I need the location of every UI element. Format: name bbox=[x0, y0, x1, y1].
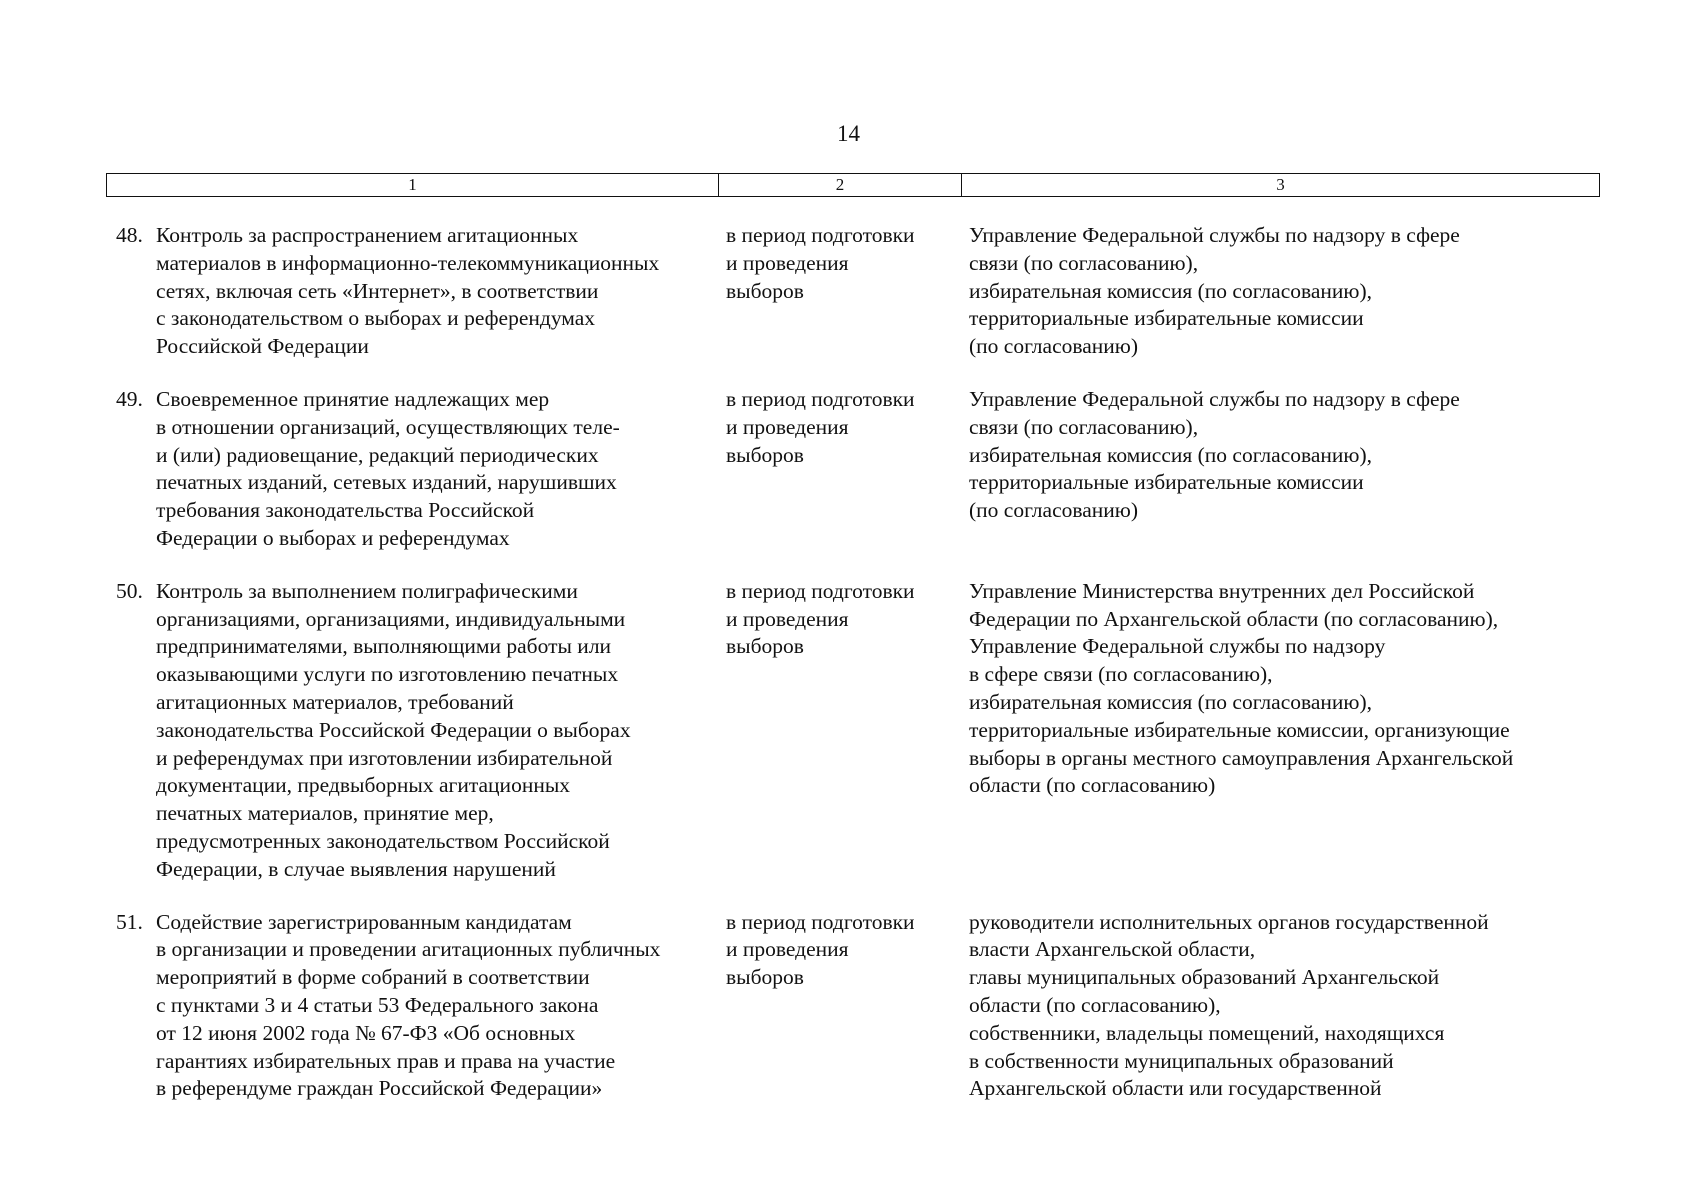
responsible-text-line: власти Архангельской области, bbox=[969, 937, 1256, 962]
responsible-text-line: территориальные избирательные комиссии bbox=[969, 306, 1364, 331]
measure-text bbox=[156, 578, 718, 884]
responsible-text bbox=[961, 222, 1600, 361]
responsible-text-line: главы муниципальных образований Архангельской bbox=[969, 965, 1440, 990]
period-text-line: в период подготовки bbox=[726, 578, 915, 603]
row-number: 50. bbox=[116, 578, 143, 603]
row-number: 51. bbox=[116, 909, 143, 934]
responsible-text-line: связи (по согласованию), bbox=[969, 250, 1199, 275]
table-row bbox=[106, 386, 1600, 553]
responsible-text-line: собственники, владельцы помещений, находящихся bbox=[969, 1020, 1445, 1045]
measure-text-line: Российской Федерации bbox=[156, 334, 369, 359]
period-text-line: выборов bbox=[726, 442, 804, 467]
responsible-text-line: связи (по согласованию), bbox=[969, 414, 1199, 439]
period-text-line: в период подготовки bbox=[726, 909, 915, 934]
responsible-text-line: Управление Федеральной службы по надзору bbox=[969, 634, 1386, 659]
measure-text-line: в организации и проведении агитационных публичных bbox=[156, 937, 661, 962]
column-header-2: 2 bbox=[719, 174, 962, 196]
row-number: 49. bbox=[116, 386, 143, 411]
measure-text-line: в референдуме граждан Российской Федерации» bbox=[156, 1076, 603, 1101]
responsible-text-line: территориальные избирательные комиссии bbox=[969, 470, 1364, 495]
measure-text-line: требования законодательства Российской bbox=[156, 498, 535, 523]
period-text-line: выборов bbox=[726, 278, 804, 303]
measure-text-line: и референдумах при изготовлении избирательной bbox=[156, 745, 613, 770]
measure-text-line: Федерации, в случае выявления нарушений bbox=[156, 856, 556, 881]
period-text bbox=[718, 386, 961, 553]
measure-text-line: с законодательством о выборах и референдумах bbox=[156, 306, 596, 331]
measure-text bbox=[156, 386, 718, 553]
responsible-text-line: Федерации по Архангельской области (по согласованию), bbox=[969, 606, 1499, 631]
page-number: 14 bbox=[837, 121, 860, 146]
responsible-text-line: избирательная комиссия (по согласованию), bbox=[969, 278, 1373, 303]
measure-text bbox=[156, 222, 718, 361]
responsible-text-line: в собственности муниципальных образований bbox=[969, 1048, 1394, 1073]
responsible-text bbox=[961, 909, 1600, 1104]
period-text-line: и проведения bbox=[726, 937, 849, 962]
table-row bbox=[106, 909, 1600, 1104]
measure-text-line: организациями, организациями, индивидуальными bbox=[156, 606, 626, 631]
responsible-text-line: руководители исполнительных органов государственной bbox=[969, 909, 1489, 934]
measure-text-line: предусмотренных законодательством Российской bbox=[156, 828, 610, 853]
table-body bbox=[106, 222, 1600, 1128]
measure-text-line: Содействие зарегистрированным кандидатам bbox=[156, 909, 572, 934]
measure-text-line: печатных изданий, сетевых изданий, нарушивших bbox=[156, 470, 617, 495]
measure-text-line: гарантиях избирательных прав и права на участие bbox=[156, 1048, 616, 1073]
responsible-text-line: (по согласованию) bbox=[969, 334, 1139, 359]
period-text bbox=[718, 578, 961, 884]
responsible-text-line: избирательная комиссия (по согласованию), bbox=[969, 689, 1373, 714]
column-header-1: 1 bbox=[107, 174, 719, 196]
responsible-text-line: Управление Министерства внутренних дел Российской bbox=[969, 578, 1475, 603]
period-text-line: и проведения bbox=[726, 414, 849, 439]
period-text-line: и проведения bbox=[726, 606, 849, 631]
responsible-text-line: области (по согласованию), bbox=[969, 992, 1221, 1017]
measure-text-line: мероприятий в форме собраний в соответствии bbox=[156, 965, 590, 990]
responsible-text-line: в сфере связи (по согласованию), bbox=[969, 662, 1273, 687]
measure-text-line: с пунктами 3 и 4 статьи 53 Федерального закона bbox=[156, 992, 599, 1017]
row-number: 48. bbox=[116, 223, 143, 247]
period-text-line: выборов bbox=[726, 634, 804, 659]
measure-text-line: документации, предвыборных агитационных bbox=[156, 773, 571, 798]
measure-text-line: печатных материалов, принятие мер, bbox=[156, 801, 494, 826]
measure-text-line: от 12 июня 2002 года № 67-ФЗ «Об основных bbox=[156, 1020, 576, 1045]
column-header-3: 3 bbox=[1276, 175, 1285, 194]
measure-text-line: агитационных материалов, требований bbox=[156, 689, 514, 714]
responsible-text-line: Управление Федеральной службы по надзору в сфере bbox=[969, 223, 1460, 247]
responsible-text-line: Архангельской области или государственной bbox=[969, 1076, 1382, 1101]
table-row bbox=[106, 578, 1600, 884]
measure-text-line: Своевременное принятие надлежащих мер bbox=[156, 386, 550, 411]
responsible-text-line: территориальные избирательные комиссии, организующие bbox=[969, 717, 1510, 742]
measure-text-line: оказывающими услуги по изготовлению печатных bbox=[156, 662, 619, 687]
period-text-line: в период подготовки bbox=[726, 223, 915, 247]
period-text-line: в период подготовки bbox=[726, 386, 915, 411]
responsible-text-line: области (по согласованию) bbox=[969, 773, 1216, 798]
measure-text-line: Контроль за выполнением полиграфическими bbox=[156, 578, 578, 603]
measure-text-line: в отношении организаций, осуществляющих теле- bbox=[156, 414, 620, 439]
responsible-text-line: избирательная комиссия (по согласованию), bbox=[969, 442, 1373, 467]
measure-text-line: и (или) радиовещание, редакций периодических bbox=[156, 442, 599, 467]
column-header-row bbox=[106, 173, 1600, 197]
period-text bbox=[718, 222, 961, 361]
period-text-line: выборов bbox=[726, 965, 804, 990]
responsible-text-line: выборы в органы местного самоуправления Архангельской bbox=[969, 745, 1514, 770]
responsible-text bbox=[961, 386, 1600, 553]
responsible-text bbox=[961, 578, 1600, 884]
measure-text-line: Контроль за распространением агитационных bbox=[156, 223, 579, 247]
table-row bbox=[106, 222, 1600, 361]
measure-text bbox=[156, 909, 718, 1104]
period-text-line: и проведения bbox=[726, 250, 849, 275]
period-text bbox=[718, 909, 961, 1104]
measure-text-line: сетях, включая сеть «Интернет», в соответствии bbox=[156, 278, 599, 303]
responsible-text-line: (по согласованию) bbox=[969, 498, 1139, 523]
measure-text-line: законодательства Российской Федерации о выборах bbox=[156, 717, 631, 742]
measure-text-line: Федерации о выборах и референдумах bbox=[156, 525, 510, 550]
responsible-text-line: Управление Федеральной службы по надзору в сфере bbox=[969, 386, 1460, 411]
measure-text-line: материалов в информационно-телекоммуникационных bbox=[156, 250, 660, 275]
measure-text-line: предпринимателями, выполняющими работы или bbox=[156, 634, 612, 659]
